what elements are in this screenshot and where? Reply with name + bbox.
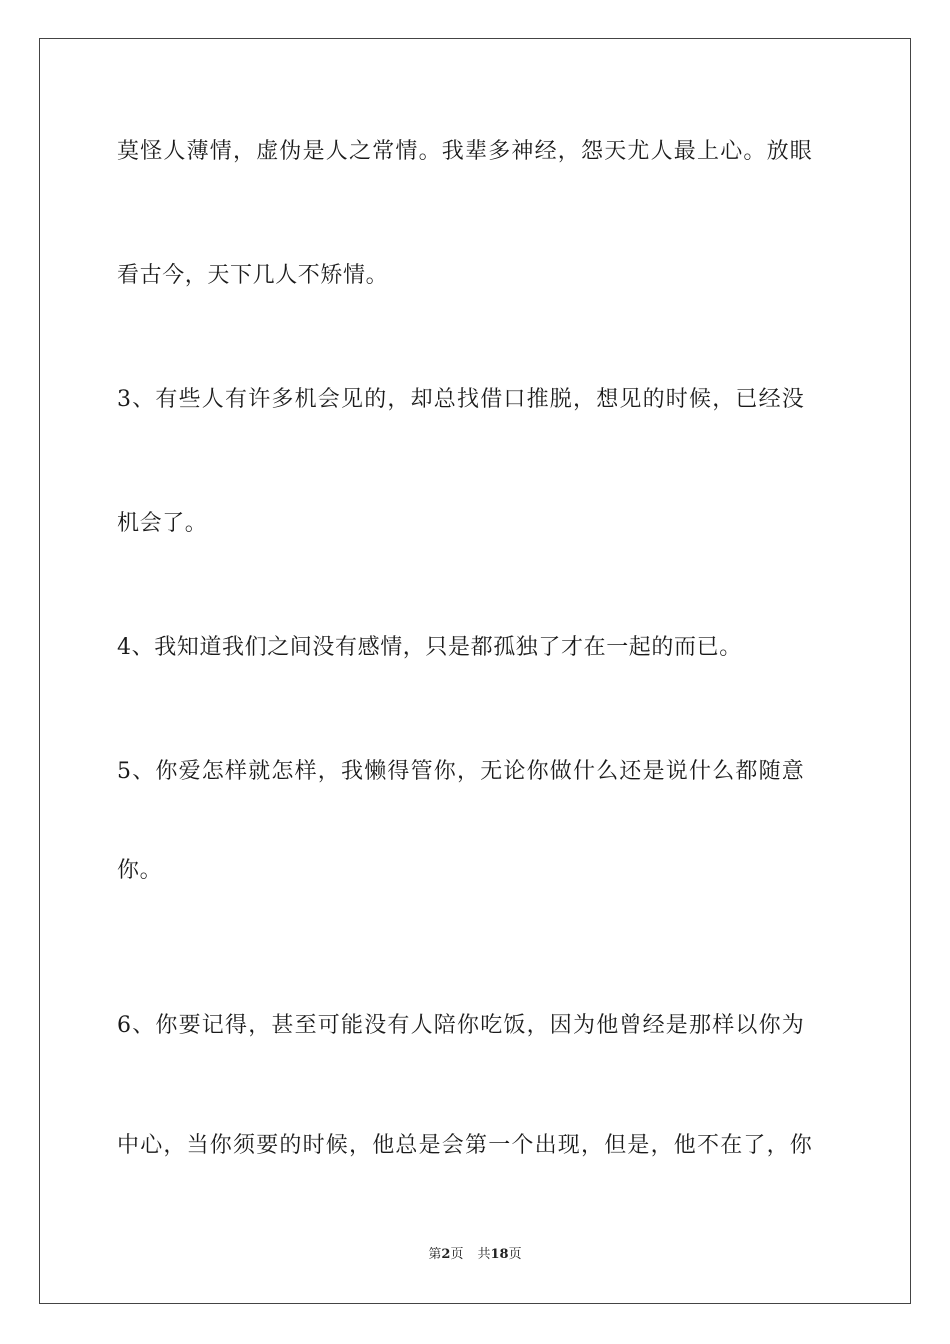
text-line: 中心，当你须要的时候，他总是会第一个出现，但是，他不在了，你	[117, 1133, 814, 1158]
page-footer	[0, 1246, 950, 1264]
text-line: 5、你爱怎样就怎样，我懒得管你，无论你做什么还是说什么都随意	[117, 759, 805, 784]
page-label-suffix: 页	[450, 1247, 464, 1262]
total-label-prefix: 共	[477, 1247, 491, 1262]
page-number: 2	[441, 1247, 451, 1262]
text-line: 机会了。	[117, 511, 208, 536]
text-line: 你。	[117, 858, 163, 883]
page-label-prefix: 第	[428, 1247, 442, 1262]
total-pages: 18	[490, 1247, 509, 1262]
page-border	[39, 38, 911, 1304]
total-label-suffix: 页	[508, 1247, 522, 1262]
text-line: 看古今，天下几人不矫情。	[117, 263, 389, 288]
text-line: 莫怪人薄情，虚伪是人之常情。我辈多神经，怨天尤人最上心。放眼	[117, 139, 814, 164]
text-line: 3、有些人有许多机会见的，却总找借口推脱，想见的时候，已经没	[117, 387, 805, 412]
text-line: 6、你要记得，甚至可能没有人陪你吃饭，因为他曾经是那样以你为	[117, 1013, 805, 1038]
text-line: 4、我知道我们之间没有感情，只是都孤独了才在一起的而已。	[117, 635, 742, 660]
